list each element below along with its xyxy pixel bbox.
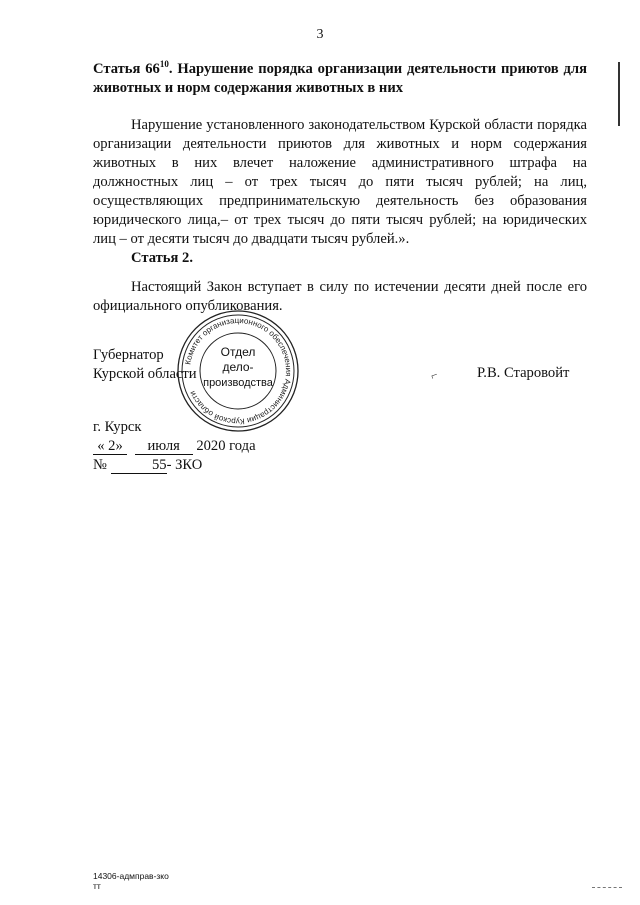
signatory-name: Р.В. Старовойт xyxy=(477,365,570,381)
stamp-center-line3: производства xyxy=(203,377,273,389)
stamp-center-line1: Отдел xyxy=(220,345,256,359)
article-66-heading xyxy=(93,60,587,98)
scan-artifact-dots xyxy=(592,887,622,888)
page-number: 3 xyxy=(316,27,324,42)
number-line xyxy=(93,456,256,475)
stamp-ring-text: Комитет организационного обеспечения Администрации Курской области xyxy=(183,315,294,427)
stamp-center-line2: дело- xyxy=(222,360,254,374)
article-66-title-rest: . Нарушение порядка организации деятельности приютов для животных и норм содержания животных в них xyxy=(93,61,587,96)
margin-mark xyxy=(618,62,626,126)
date-line xyxy=(93,437,256,456)
article-66-title-superscript: 10 xyxy=(159,59,169,69)
footer-line1: 14306-адмправ-зко xyxy=(93,871,169,881)
signature-position-line1: Губернатор xyxy=(93,347,164,363)
signature-position-line2: Курской области xyxy=(93,366,197,382)
signature-mark: ⌐ xyxy=(428,367,440,383)
open-quote: « xyxy=(97,438,105,454)
date-day: 2 xyxy=(108,438,116,454)
article-66-title-prefix: Статья 66 xyxy=(93,61,160,77)
number-suffix: - ЗКО xyxy=(166,457,203,473)
date-year: 2020 года xyxy=(196,438,256,454)
article-66-body: Нарушение установленного законодательством Курской области порядка организации деятельности приютов для животных и норм содержания животных в них влечет наложение административного штрафа на должностных лиц – от трех тысяч до пяти тысяч рублей; на лиц, осуществляющих предпринимательскую деятельность без образования юридического лица,– от трех тысяч до пяти тысяч рублей; на юридических лиц – от десяти тысяч до двадцати тысяч рублей.». xyxy=(93,117,587,247)
article-2-heading: Статья 2. xyxy=(131,250,193,266)
close-quote: » xyxy=(115,438,123,454)
law-number: 55 xyxy=(111,458,167,474)
footer-code xyxy=(93,871,169,891)
article-2-body: Настоящий Закон вступает в силу по истечении десяти дней после его официального опубликования. xyxy=(93,279,587,314)
date-day-field xyxy=(93,439,127,455)
number-prefix: № xyxy=(93,457,107,473)
date-month: июля xyxy=(135,439,193,455)
office-stamp xyxy=(176,309,300,433)
place-date-block xyxy=(93,418,256,475)
city: г. Курск xyxy=(93,419,142,435)
footer-line2: тт xyxy=(93,881,101,891)
